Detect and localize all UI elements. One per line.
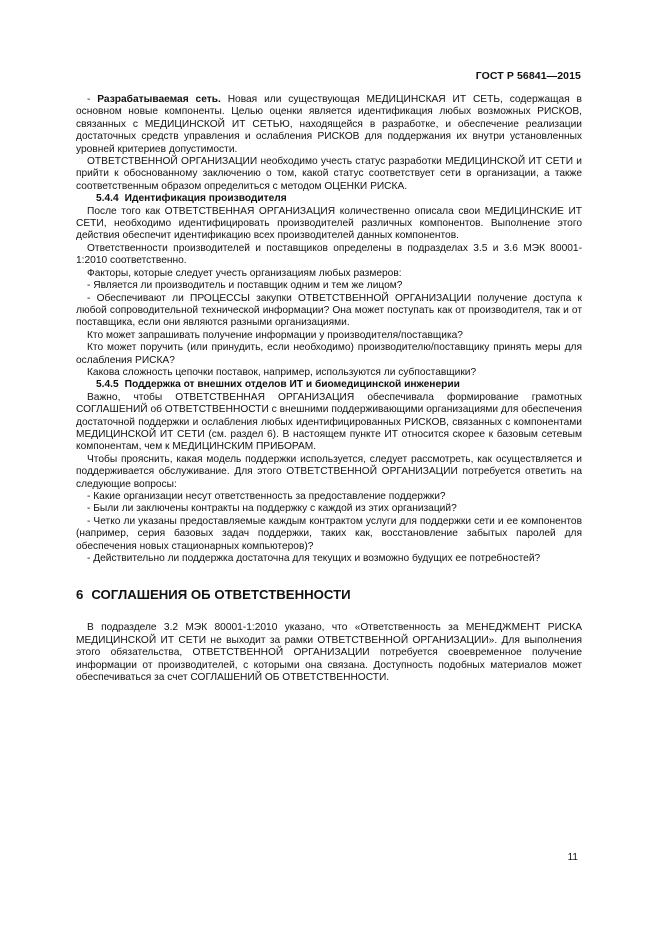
subsection-heading [76,379,582,391]
section-title: СОГЛАШЕНИЯ ОБ ОТВЕТСТВЕННОСТИ [91,587,351,603]
list-item: - Обеспечивают ли ПРОЦЕССЫ закупки ОТВЕТСТВЕННОЙ ОРГАНИЗАЦИИ получение доступа к любой сопроводительной технической информации? Она может поступать как от производителя, так и от поставщика, если они являются разными организациями. [76,292,582,329]
paragraph: После того как ОТВЕТСТВЕННАЯ ОРГАНИЗАЦИЯ количественно описала свои МЕДИЦИНСКИЕ ИТ СЕТИ, необходимо идентифицировать производителей различных компонентов. Выполнение этого действия обеспечит идентификацию всех производителей данных компонентов. [76,205,582,242]
page-number: 11 [567,852,578,863]
section-number: 6 [76,587,84,603]
list-item: - Четко ли указаны предоставляемые каждым контрактом услуги для поддержки сети и ее компонентов (например, серия базовых задач поддержки, таких как, восстановление забытых паролей для обеспечения новых стационарных компьютеров)? [76,515,582,552]
list-item: - Какие организации несут ответственность за предоставление поддержки? [87,491,446,502]
paragraph: ОТВЕТСТВЕННОЙ ОРГАНИЗАЦИИ необходимо учесть статус разработки МЕДИЦИНСКОЙ ИТ СЕТИ и прийти к обоснованному заключению о том, какой статус соответствует сети в организации, а также соответственным образом определиться с методом ОЦЕНКИ РИСКА. [76,156,582,192]
term-lead: Разрабатываемая сеть. [97,94,221,105]
page-content [76,94,582,684]
paragraph: Чтобы прояснить, какая модель поддержки используется, следует рассмотреть, как осуществляется и поддерживается обслуживание. Для этого ОТВЕТСТВЕННОЙ ОРГАНИЗАЦИИ потребуется ответить на следующие вопросы: [76,453,582,490]
subsection-title: Поддержка от внешних отделов ИТ и биомедицинской инженерии [124,379,460,391]
paragraph: Какова сложность цепочки поставок, например, используются ли субпоставщики? [87,366,477,378]
paragraph: Ответственности производителей и поставщиков определены в подразделах 3.5 и 3.6 МЭК 80001-1:2010 соответственно. [76,242,582,267]
section-heading [76,587,582,603]
paragraph: Кто может поручить (или принудить, если необходимо) производителю/поставщику принять меры для ослабления РИСКА? [76,342,582,366]
list-item: - Является ли производитель и поставщик одним и тем же лицом? [87,280,403,292]
paragraph: Кто может запрашивать получение информации у производителя/поставщика? [87,329,463,341]
subsection-heading [76,193,582,205]
paragraph: - Разрабатываемая сеть. Новая или существующая МЕДИЦИНСКАЯ ИТ СЕТЬ, содержащая в основном новые компоненты. Целью оценки является идентификация любых возможных РИСКОВ, связанных с МЕДИЦИНСКОЙ ИТ СЕТЬЮ, находящейся в разработке, и обеспечение реализации достаточных средств управления и ослабления РИСКОВ для поддержания их внутри установленных уровней критериев допустимости. [76,94,582,155]
list-item: - Действительно ли поддержка достаточна для текущих и возможно будущих ее потребностей? [87,553,541,565]
paragraph: В подразделе 3.2 МЭК 80001-1:2010 указано, что «Ответственность за МЕНЕДЖМЕНТ РИСКА МЕДИЦИНСКОЙ ИТ СЕТИ не выходит за рамки ОТВЕТСТВЕННОЙ ОРГАНИЗАЦИИ». Для выполнения этого обязательства, ОТВЕТСТВЕННОЙ ОРГАНИЗАЦИИ потребуется своевременное получение информации от производителей, с которыми она связана. Доступность подобных материалов может обеспечиваться за счет СОГЛАШЕНИЙ ОБ ОТВЕТСТВЕННОСТИ. [76,622,582,684]
subsection-number: 5.4.4 [96,193,119,205]
document-id: ГОСТ Р 56841—2015 [475,70,581,82]
subsection-title: Идентификация производителя [124,193,287,205]
paragraph-text: Новая или существующая МЕДИЦИНСКАЯ ИТ СЕТЬ, содержащая в основном новые компоненты. Целью оценки является идентификация любых возможных РИСКОВ, связанных с МЕДИЦИНСКОЙ ИТ СЕТЬЮ, находящейся в разработке, и обеспечение реализации достаточных средств управления и ослабления РИСКОВ для поддержания их внутри установленных уровней критериев допустимости. [76,94,582,155]
paragraph: Важно, чтобы ОТВЕТСТВЕННАЯ ОРГАНИЗАЦИЯ обеспечивала формирование грамотных СОГЛАШЕНИЙ об ОТВЕТСТВЕННОСТИ с внешними поддерживающими организациями для обеспечения достаточной поддержки и ослабления любых идентифицированных РИСКОВ, связанных с компонентами МЕДИЦИНСКОЙ ИТ СЕТИ (см. раздел 6). В настоящем пункте ИТ относится скорее к базовым сетевым компонентам, чем к МЕДИЦИНСКИМ ПРИБОРАМ. [76,391,582,453]
subsection-number: 5.4.5 [96,379,119,391]
paragraph: Факторы, которые следует учесть организациям любых размеров: [87,267,402,279]
list-item: - Были ли заключены контракты на поддержку с каждой из этих организаций? [87,503,457,515]
